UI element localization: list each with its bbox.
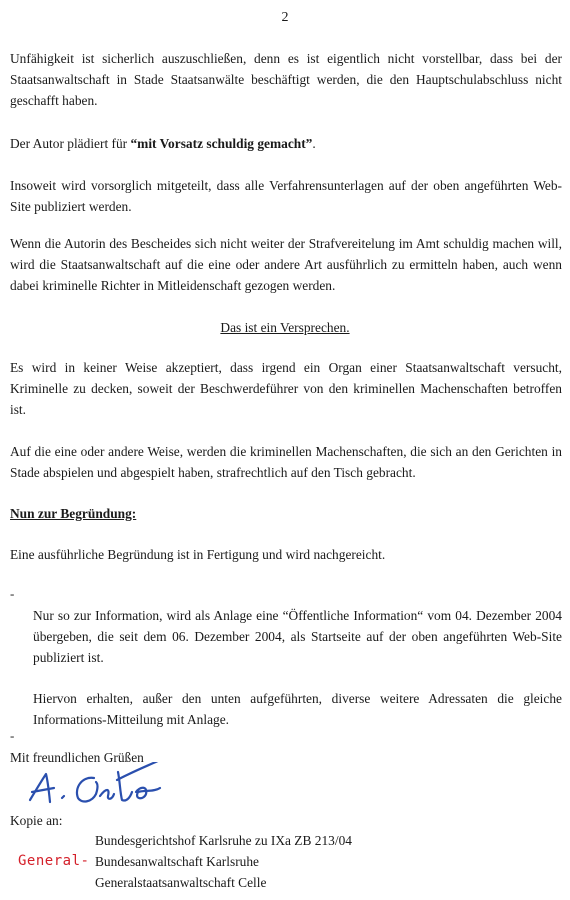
paragraph-incompetence: Unfähigkeit ist sicherlich auszuschließen, denn es ist eigentlich nicht vorstellbar, dass bei der Staatsanwaltschaft in Stade Staatsanwälte beschäftigt werden, die den Hauptschulabschluss nicht geschafft haben.	[10, 51, 562, 108]
recipient-item: Generalstaatsanwaltschaft Celle	[95, 875, 267, 890]
paragraph-distribution: Hiervon erhalten, außer den unten aufgeführten, diverse weitere Adressaten die gleiche Informations-Mitteilung mit Anlage.	[33, 691, 562, 727]
paragraph-prosecution: Auf die eine oder andere Weise, werden die kriminellen Machenschaften, die sich an den Gerichten in Stade abspielen und abgespielt haben, strafrechtlich auf den Tisch gebracht.	[10, 444, 562, 480]
recipient-list	[95, 830, 352, 893]
signature-image	[22, 762, 182, 812]
paragraph-attachment-info: Nur so zur Information, wird als Anlage eine “Öffentliche Information“ vom 04. Dezember 2004 übergeben, die seit dem 06. Dezember 2004, als Startseite auf der oben angeführten Web-Site publiziert ist.	[33, 608, 562, 665]
plea-prefix: Der Autor plädiert für	[10, 136, 131, 151]
plea-suffix: .	[312, 136, 316, 151]
copies-label: Kopie an:	[10, 813, 63, 828]
dash-separator-2: -	[10, 728, 15, 743]
plea-bold-quote: “mit Vorsatz schuldig gemacht”	[130, 136, 313, 151]
handwritten-annotation: General-	[18, 853, 90, 869]
page-number: 2	[281, 10, 289, 25]
recipient-item: Bundesanwaltschaft Karlsruhe	[95, 854, 259, 869]
promise-heading: Das ist ein Versprechen.	[220, 320, 350, 335]
dash-separator-1: -	[10, 586, 15, 601]
paragraph-investigation: Wenn die Autorin des Bescheides sich nicht weiter der Strafvereitelung im Amt schuldig machen will, wird die Staatsanwaltschaft auf die eine oder andere Art ausführlich zu ermitteln haben, auch wenn dabei kriminelle Richter in Mitleidenschaft gezogen werden.	[10, 236, 562, 293]
paragraph-plea	[10, 133, 562, 154]
reason-heading: Nun zur Begründung:	[10, 506, 137, 521]
paragraph-not-accepted: Es wird in keiner Weise akzeptiert, dass irgend ein Organ einer Staatsanwaltschaft versucht, Kriminelle zu decken, soweit der Beschwerdeführer von den kriminellen Machenschaften betroffen ist.	[10, 360, 562, 417]
paragraph-publication-notice: Insoweit wird vorsorglich mitgeteilt, dass alle Verfahrensunterlagen auf der oben angeführten Web-Site publiziert werden.	[10, 178, 562, 214]
paragraph-reason-followup: Eine ausführliche Begründung ist in Fertigung und wird nachgereicht.	[10, 547, 386, 562]
recipient-item: Bundesgerichtshof Karlsruhe zu IXa ZB 213/04	[95, 833, 352, 848]
closing-greeting: Mit freundlichen Grüßen	[10, 750, 144, 765]
